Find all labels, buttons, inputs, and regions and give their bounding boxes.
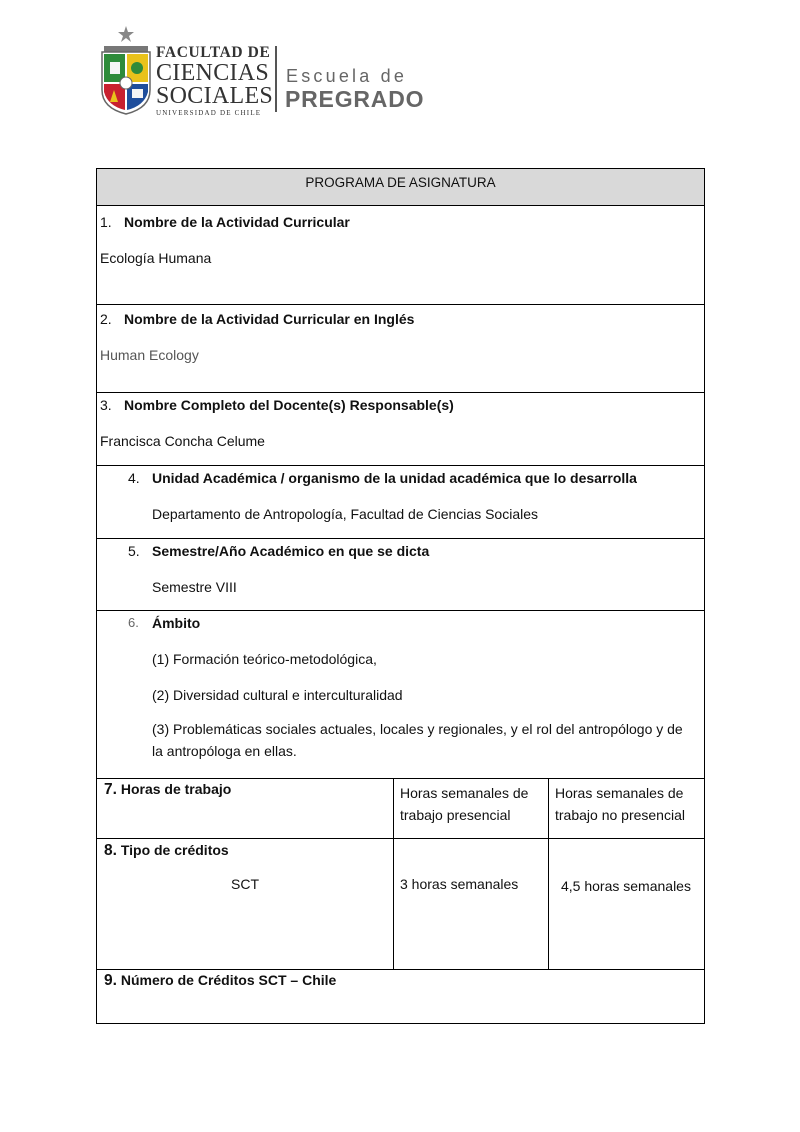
school-line-1: Escuela de [286,66,408,86]
section-label: Nombre Completo del Docente(s) Responsable(s) [124,397,454,413]
faculty-line-4: UNIVERSIDAD DE CHILE [156,109,262,117]
section-value: Ecología Humana [100,250,212,266]
hours-presencial-header: Horas semanales de trabajo presencial [394,779,549,838]
section-number: 4. [128,470,140,486]
section-label: Nombre de la Actividad Curricular [124,214,350,230]
section-number: 3. [100,397,112,413]
program-table [96,168,705,1024]
section-work-hours [97,779,704,839]
section-value: Francisca Concha Celume [100,433,265,449]
faculty-logo [98,24,438,116]
section-number: 7. [104,781,117,798]
section-academic-unit [97,466,704,539]
section-number: 1. [100,214,112,230]
section-label: Número de Créditos SCT – Chile [120,972,337,988]
university-shield-icon [98,24,154,116]
section-label: Unidad Académica / organismo de la unidad académica que lo desarrolla [152,470,637,486]
section-number: 6. [128,615,139,630]
program-title: PROGRAMA DE ASIGNATURA [97,169,704,206]
section-number: 5. [128,543,140,559]
faculty-line-2: CIENCIAS [156,60,270,86]
logo-divider [275,46,277,112]
hours-no-presencial-value: 4,5 horas semanales [561,878,691,894]
credit-type-value: SCT [231,876,259,892]
section-value: Human Ecology [100,347,199,363]
section-activity-name-english [97,305,704,393]
section-teacher [97,393,704,466]
faculty-line-3: SOCIALES [156,83,274,109]
section-value: Departamento de Antropología, Facultad de Ciencias Sociales [152,506,539,522]
section-credit-number [97,970,704,1023]
section-label: Semestre/Año Académico en que se dicta [152,543,430,559]
section-label: Ámbito [152,615,201,631]
section-ambito [97,611,704,779]
section-number: 2. [100,311,112,327]
section-number: 9. [104,972,117,989]
section-label: Tipo de créditos [120,842,229,858]
ambito-item: (3) Problemáticas sociales actuales, locales y regionales, y el rol del antropólogo y de la antropóloga en ellas. [152,721,683,759]
faculty-name [156,45,273,118]
section-number: 8. [104,842,117,859]
ambito-item: (2) Diversidad cultural e interculturalidad [152,687,403,703]
ambito-item: (1) Formación teórico-metodológica, [152,651,377,667]
hours-presencial-value: 3 horas semanales [394,839,549,969]
section-label: Nombre de la Actividad Curricular en Inglés [124,311,415,327]
section-activity-name [97,206,704,305]
hours-no-presencial-header: Horas semanales de trabajo no presencial [555,785,685,823]
faculty-line-1: FACULTAD DE [156,44,271,61]
section-value: Semestre VIII [152,579,237,595]
section-label: Horas de trabajo [120,781,232,797]
section-credit-type [97,839,704,970]
school-line-2: PREGRADO [285,86,425,112]
section-semester [97,539,704,611]
